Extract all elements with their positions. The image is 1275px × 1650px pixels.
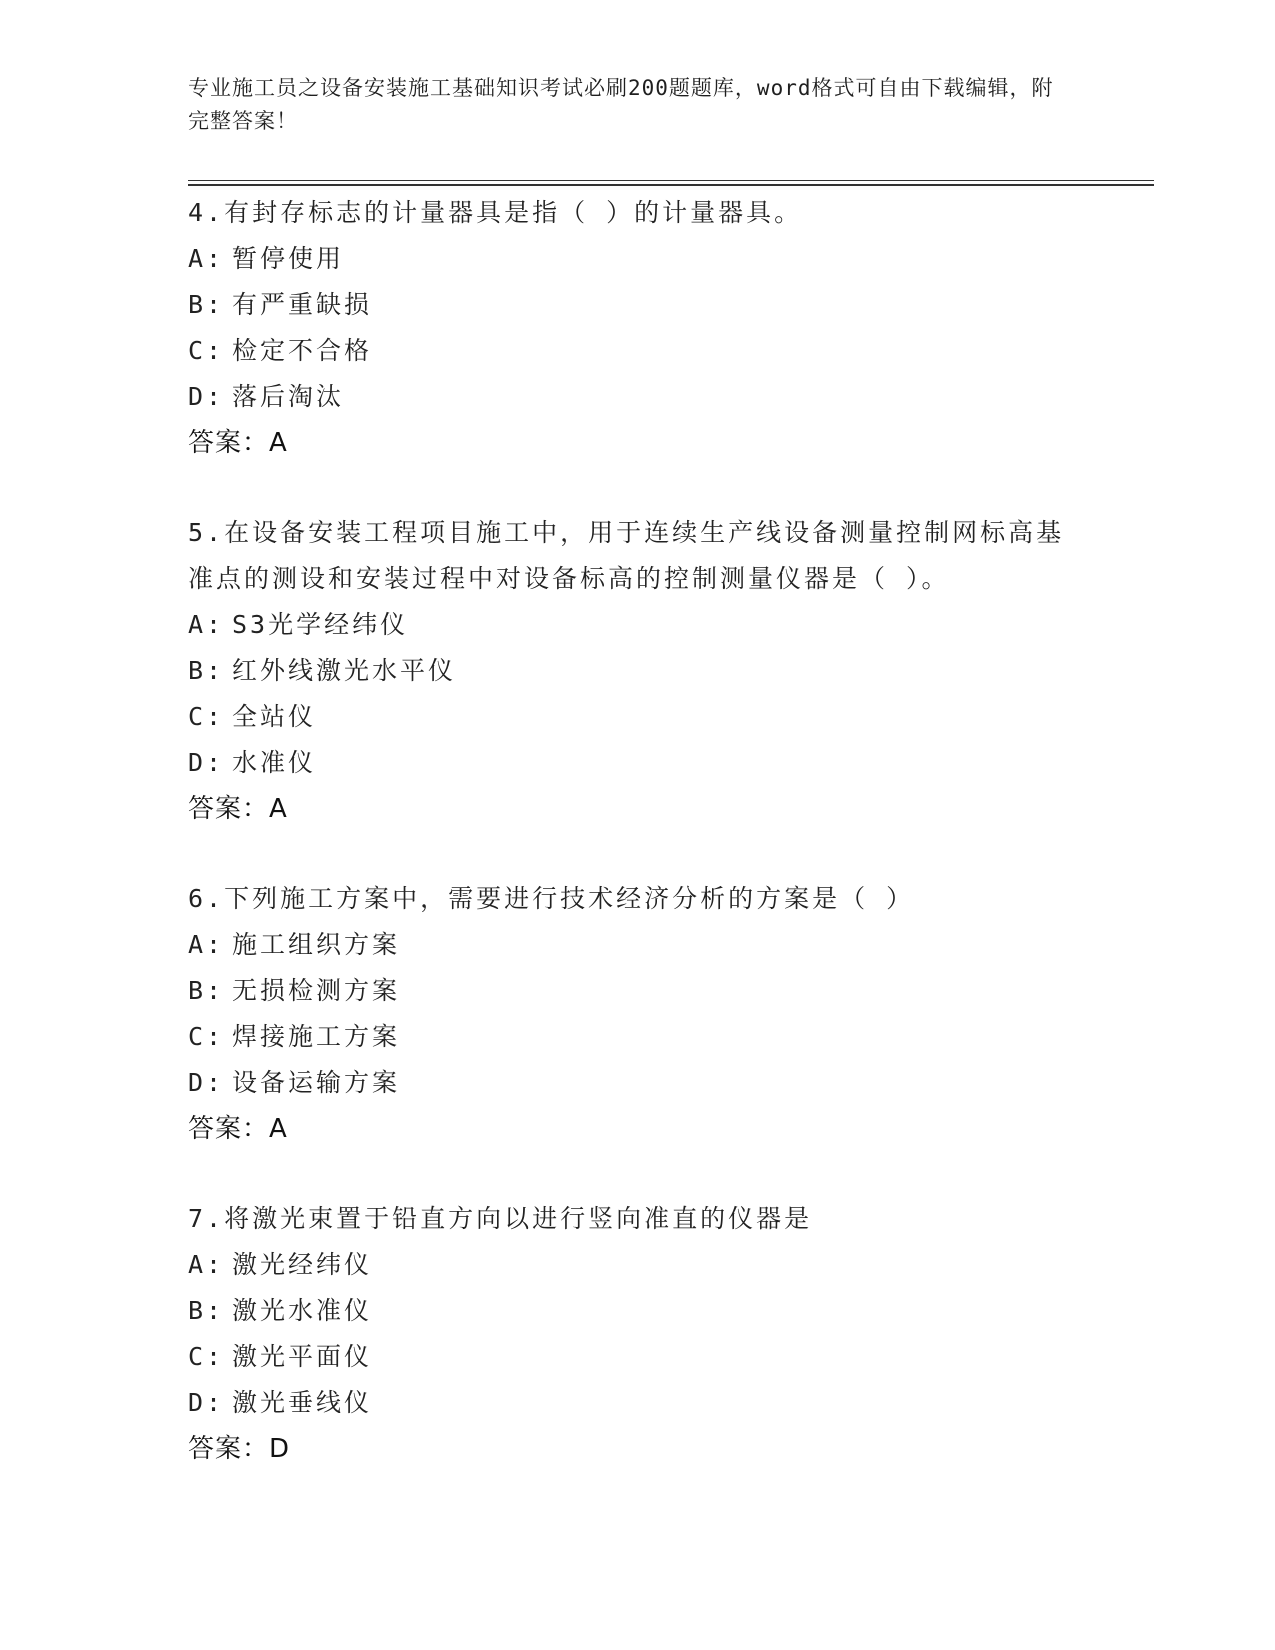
question-item xyxy=(188,190,1088,466)
option-a xyxy=(188,236,1088,282)
option-text: 暂停使用 xyxy=(232,244,345,273)
option-letter: C: xyxy=(188,1342,225,1371)
option-letter: D: xyxy=(188,382,225,411)
question-stem: 4.有封存标志的计量器具是指（ ）的计量器具。 xyxy=(188,198,803,227)
option-a xyxy=(188,1242,1088,1288)
option-letter: B: xyxy=(188,656,225,685)
option-letter: B: xyxy=(188,290,225,319)
option-letter: A: xyxy=(188,244,225,273)
option-b xyxy=(188,282,1088,328)
option-text: 红外线激光水平仪 xyxy=(232,656,457,685)
option-d xyxy=(188,374,1088,420)
option-text: 设备运输方案 xyxy=(232,1068,401,1097)
option-d xyxy=(188,1380,1088,1426)
answer-line: 答案：A xyxy=(188,428,288,458)
option-letter: B: xyxy=(188,976,225,1005)
option-b xyxy=(188,968,1088,1014)
answer-line: 答案：A xyxy=(188,1114,288,1144)
option-b xyxy=(188,648,1088,694)
option-letter: D: xyxy=(188,1388,225,1417)
option-text: 激光水准仪 xyxy=(232,1296,373,1325)
document-title: 专业施工员之设备安装施工基础知识考试必刷200题题库，word格式可自由下载编辑，附完整答案！ xyxy=(188,76,1054,133)
option-letter: A: xyxy=(188,930,225,959)
option-letter: B: xyxy=(188,1296,225,1325)
option-text: 全站仪 xyxy=(232,702,317,731)
option-text: 落后淘汰 xyxy=(232,382,345,411)
question-stem: 6.下列施工方案中，需要进行技术经济分析的方案是（ ） xyxy=(188,884,915,913)
option-text: 无损检测方案 xyxy=(232,976,401,1005)
option-text: 焊接施工方案 xyxy=(232,1022,401,1051)
option-letter: A: xyxy=(188,1250,225,1279)
option-text: 检定不合格 xyxy=(232,336,373,365)
option-a xyxy=(188,602,1088,648)
option-letter: C: xyxy=(188,702,225,731)
question-stem: 7.将激光束置于铅直方向以进行竖向准直的仪器是 xyxy=(188,1204,813,1233)
question-item xyxy=(188,1196,1088,1472)
question-item xyxy=(188,876,1088,1152)
option-letter: C: xyxy=(188,1022,225,1051)
option-b xyxy=(188,1288,1088,1334)
option-a xyxy=(188,922,1088,968)
option-letter: D: xyxy=(188,748,225,777)
question-list xyxy=(188,190,1088,1516)
option-text: 水准仪 xyxy=(232,748,317,777)
option-text: 施工组织方案 xyxy=(232,930,401,959)
option-letter: D: xyxy=(188,1068,225,1097)
option-text: 激光经纬仪 xyxy=(232,1250,373,1279)
option-c xyxy=(188,1014,1088,1060)
question-item xyxy=(188,510,1088,832)
option-c xyxy=(188,694,1088,740)
option-text: S3光学经纬仪 xyxy=(232,610,409,639)
question-stem: 5.在设备安装工程项目施工中，用于连续生产线设备测量控制网标高基准点的测设和安装过程中对设备标高的控制测量仪器是（ ）。 xyxy=(188,518,1065,593)
header-divider-thick xyxy=(188,184,1154,186)
option-c xyxy=(188,1334,1088,1380)
option-text: 有严重缺损 xyxy=(232,290,373,319)
option-d xyxy=(188,740,1088,786)
option-c xyxy=(188,328,1088,374)
option-text: 激光垂线仪 xyxy=(232,1388,373,1417)
option-letter: C: xyxy=(188,336,225,365)
option-text: 激光平面仪 xyxy=(232,1342,373,1371)
header-divider-thin xyxy=(188,180,1154,181)
option-letter: A: xyxy=(188,610,225,639)
option-d xyxy=(188,1060,1088,1106)
answer-line: 答案：A xyxy=(188,794,288,824)
answer-line: 答案：D xyxy=(188,1434,291,1464)
